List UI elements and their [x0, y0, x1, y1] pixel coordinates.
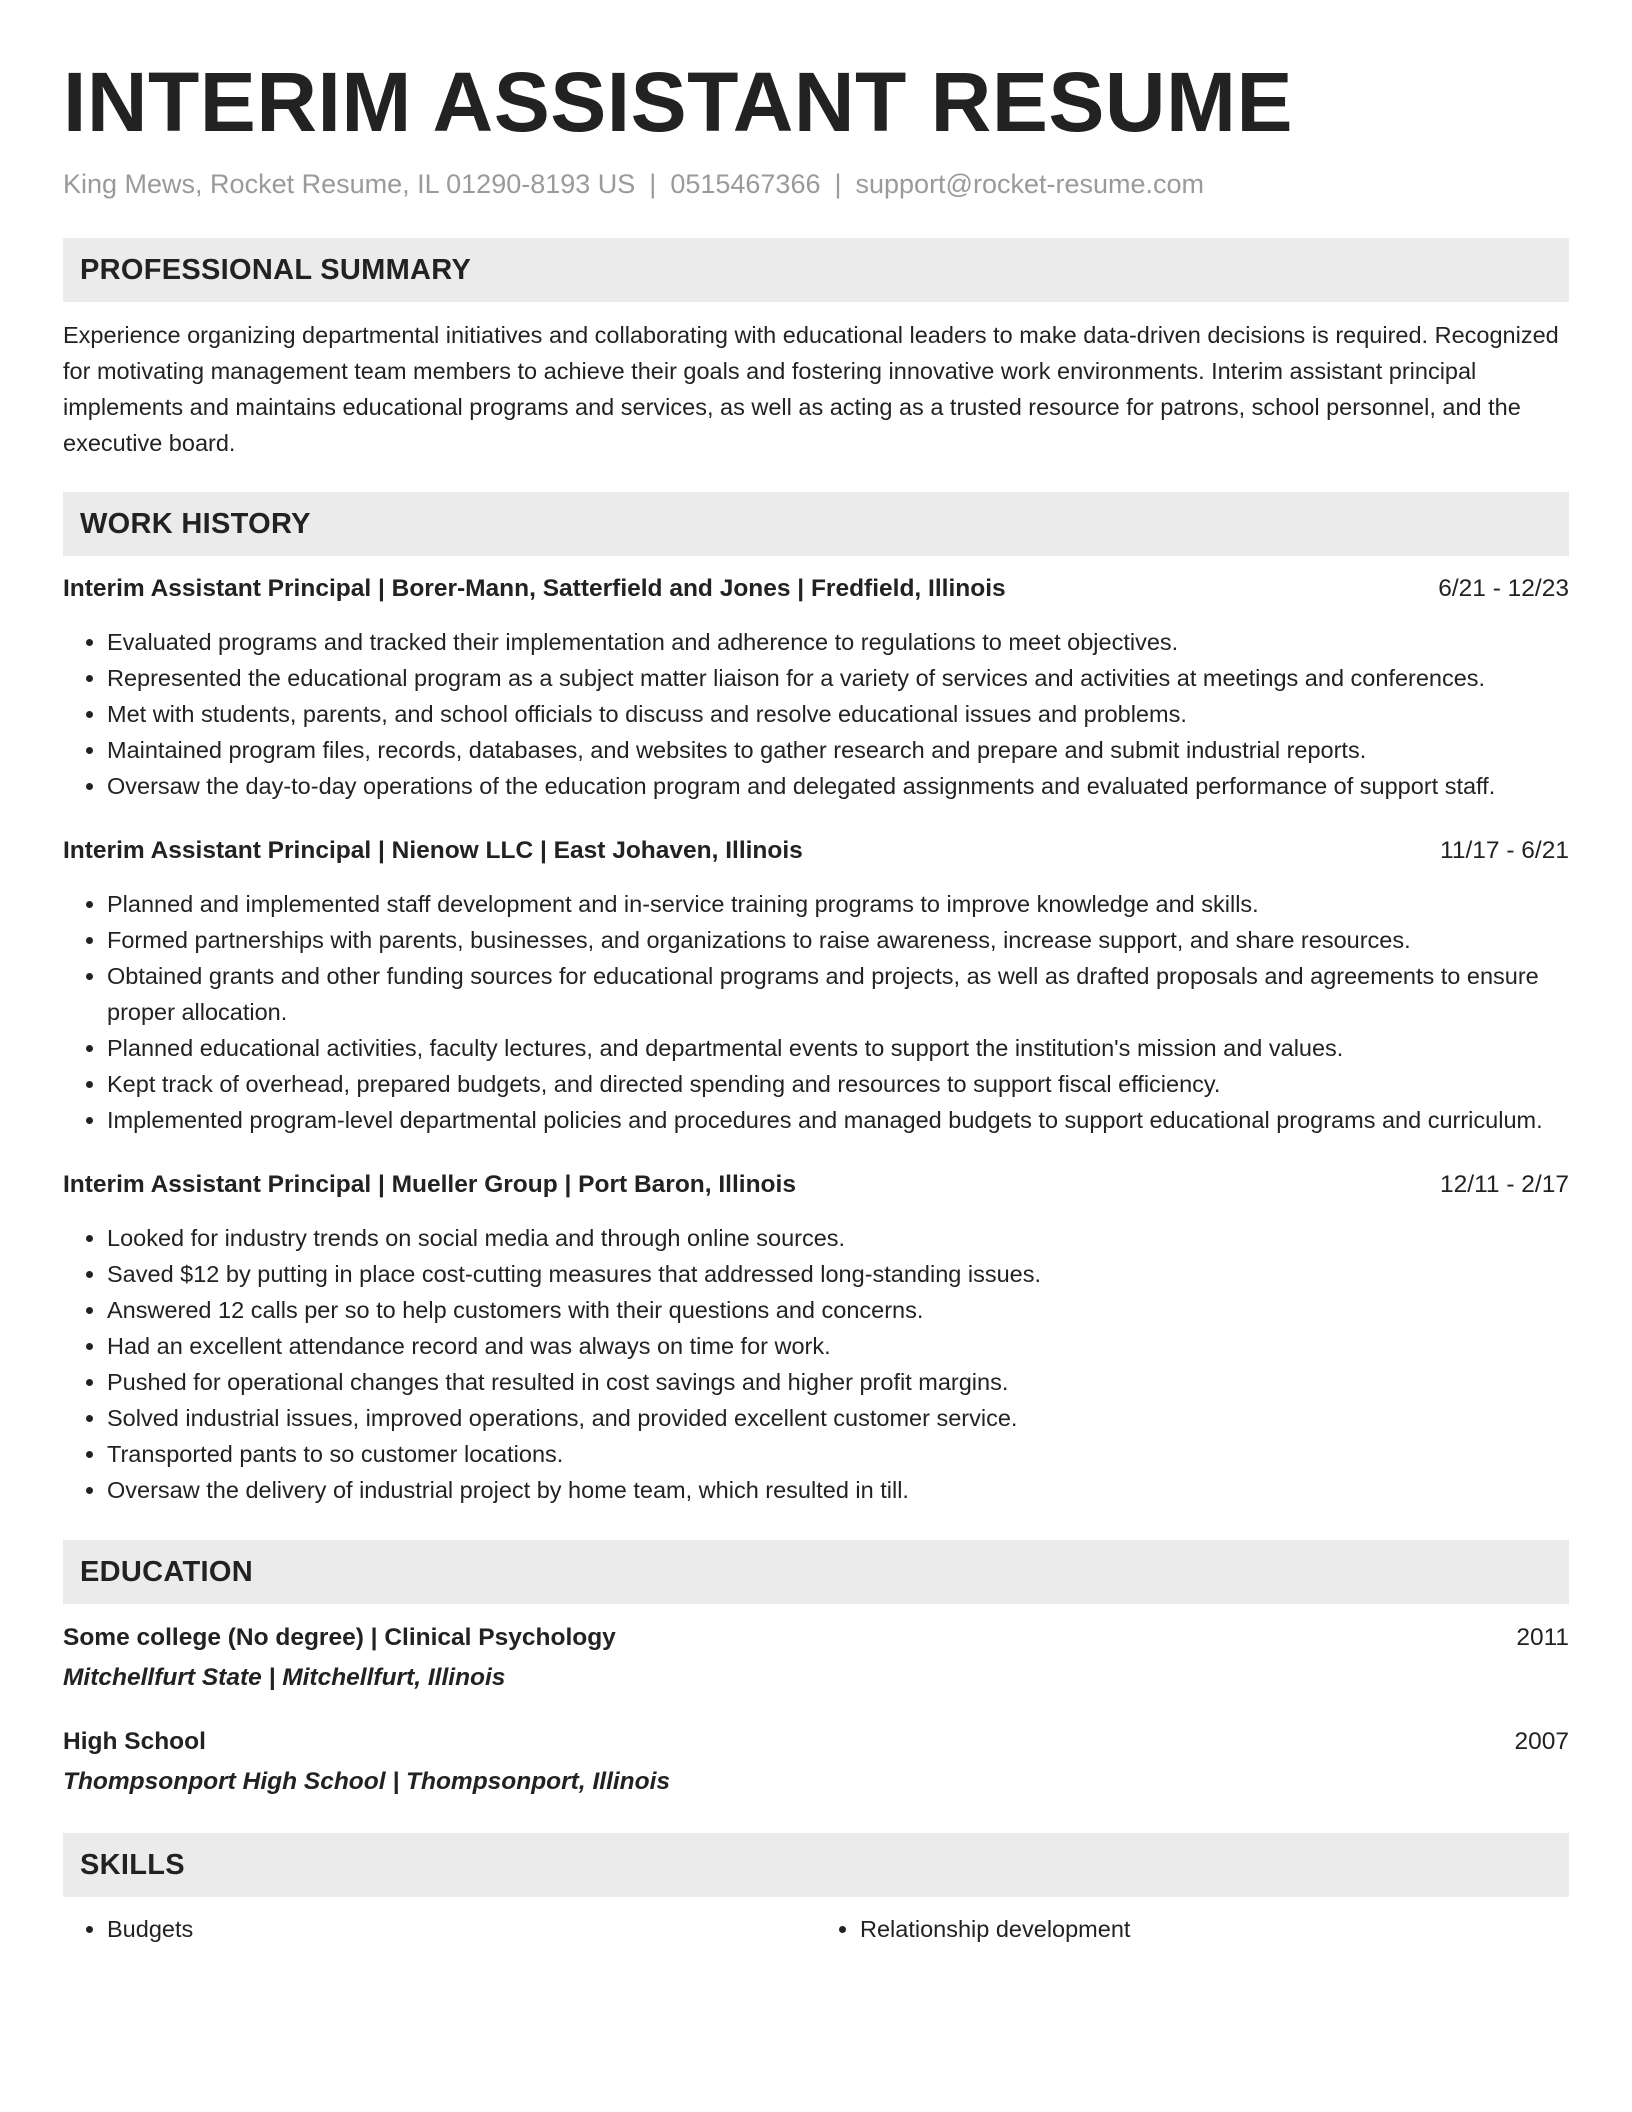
skills-list: [63, 1911, 1569, 1947]
job-bullet: • Saved $12 by putting in place cost-cutting measures that addressed long-standing issues.: [107, 1256, 1569, 1292]
job-bullet: • Transported pants to so customer locations.: [107, 1436, 1569, 1472]
job-bullet: • Looked for industry trends on social media and through online sources.: [107, 1220, 1569, 1256]
job-entry: [63, 834, 1569, 1138]
skill-item: • Relationship development: [860, 1911, 1569, 1947]
contact-email: support@rocket-resume.com: [855, 169, 1205, 199]
contact-separator: |: [834, 169, 842, 199]
job-bullet: • Solved industrial issues, improved operations, and provided excellent customer service.: [107, 1400, 1569, 1436]
section-header-summary: PROFESSIONAL SUMMARY: [63, 238, 1569, 302]
job-entry: [63, 1168, 1569, 1508]
education-header: [63, 1621, 1569, 1655]
skill-item: • Budgets: [107, 1911, 816, 1947]
job-bullets: [63, 1220, 1569, 1508]
job-bullet: • Oversaw the day-to-day operations of the education program and delegated assignments and evaluated performance of support staff.: [107, 768, 1569, 804]
skills-column-left: [63, 1911, 816, 1947]
summary-text: Experience organizing departmental initiatives and collaborating with educational leaders to make data-driven decisions is required. Recognized for motivating management team members to achieve their goals and fostering innovative work environments. Interim assistant principal implements and maintains educational programs and services, as well as acting as a trusted resource for patrons, school personnel, and the executive board.: [63, 322, 1559, 456]
job-bullet: • Met with students, parents, and school officials to discuss and resolve educational issues and problems.: [107, 696, 1569, 732]
education-year: 2011: [1516, 1624, 1569, 1651]
job-bullet: • Pushed for operational changes that resulted in cost savings and higher profit margins.: [107, 1364, 1569, 1400]
education-school: Mitchellfurt State | Mitchellfurt, Illinois: [63, 1664, 506, 1691]
education-year: 2007: [1514, 1728, 1569, 1755]
job-bullet: • Evaluated programs and tracked their implementation and adherence to regulations to meet objectives.: [107, 624, 1569, 660]
job-bullet: • Kept track of overhead, prepared budgets, and directed spending and resources to support fiscal efficiency.: [107, 1066, 1569, 1102]
job-bullet: • Planned and implemented staff development and in-service training programs to improve knowledge and skills.: [107, 886, 1569, 922]
job-header: [63, 1168, 1569, 1202]
section-header-education: EDUCATION: [63, 1540, 1569, 1604]
contact-phone: 0515467366: [670, 169, 821, 199]
contact-separator: |: [649, 169, 657, 199]
job-bullet: • Obtained grants and other funding sources for educational programs and projects, as well as drafted proposals and agreements to ensure proper allocation.: [107, 958, 1569, 1030]
job-dates: 12/11 - 2/17: [1440, 1171, 1569, 1198]
job-title: Interim Assistant Principal | Borer-Mann, Satterfield and Jones | Fredfield, Illinois: [63, 575, 1006, 602]
skills-column-right: [816, 1911, 1569, 1947]
contact-line: [63, 166, 1569, 202]
job-bullet: • Formed partnerships with parents, businesses, and organizations to raise awareness, increase support, and share resources.: [107, 922, 1569, 958]
section-header-work-history: WORK HISTORY: [63, 492, 1569, 556]
job-bullet: • Had an excellent attendance record and was always on time for work.: [107, 1328, 1569, 1364]
job-bullet: • Represented the educational program as a subject matter liaison for a variety of services and activities at meetings and conferences.: [107, 660, 1569, 696]
education-degree: Some college (No degree) | Clinical Psychology: [63, 1624, 616, 1651]
education-entry: [63, 1621, 1569, 1695]
education-school: Thompsonport High School | Thompsonport, Illinois: [63, 1768, 671, 1795]
education-entry: [63, 1725, 1569, 1799]
job-bullet: • Maintained program files, records, databases, and websites to gather research and prepare and submit industrial reports.: [107, 732, 1569, 768]
job-bullet: • Implemented program-level departmental policies and procedures and managed budgets to support educational programs and curriculum.: [107, 1102, 1569, 1138]
section-header-skills: SKILLS: [63, 1833, 1569, 1897]
education-degree: High School: [63, 1728, 206, 1755]
job-header: [63, 572, 1569, 606]
job-title: Interim Assistant Principal | Mueller Group | Port Baron, Illinois: [63, 1171, 796, 1198]
education-header: [63, 1725, 1569, 1759]
job-bullet: • Answered 12 calls per so to help customers with their questions and concerns.: [107, 1292, 1569, 1328]
resume-title: INTERIM ASSISTANT RESUME: [63, 55, 1294, 149]
job-dates: 11/17 - 6/21: [1440, 837, 1569, 864]
job-bullet: • Oversaw the delivery of industrial project by home team, which resulted in till.: [107, 1472, 1569, 1508]
job-title: Interim Assistant Principal | Nienow LLC | East Johaven, Illinois: [63, 837, 803, 864]
job-bullets: [63, 886, 1569, 1138]
job-entry: [63, 572, 1569, 804]
job-bullets: [63, 624, 1569, 804]
job-bullet: • Planned educational activities, faculty lectures, and departmental events to support the institution's mission and values.: [107, 1030, 1569, 1066]
job-header: [63, 834, 1569, 868]
job-dates: 6/21 - 12/23: [1438, 575, 1569, 602]
contact-address: King Mews, Rocket Resume, IL 01290-8193 US: [63, 169, 636, 199]
